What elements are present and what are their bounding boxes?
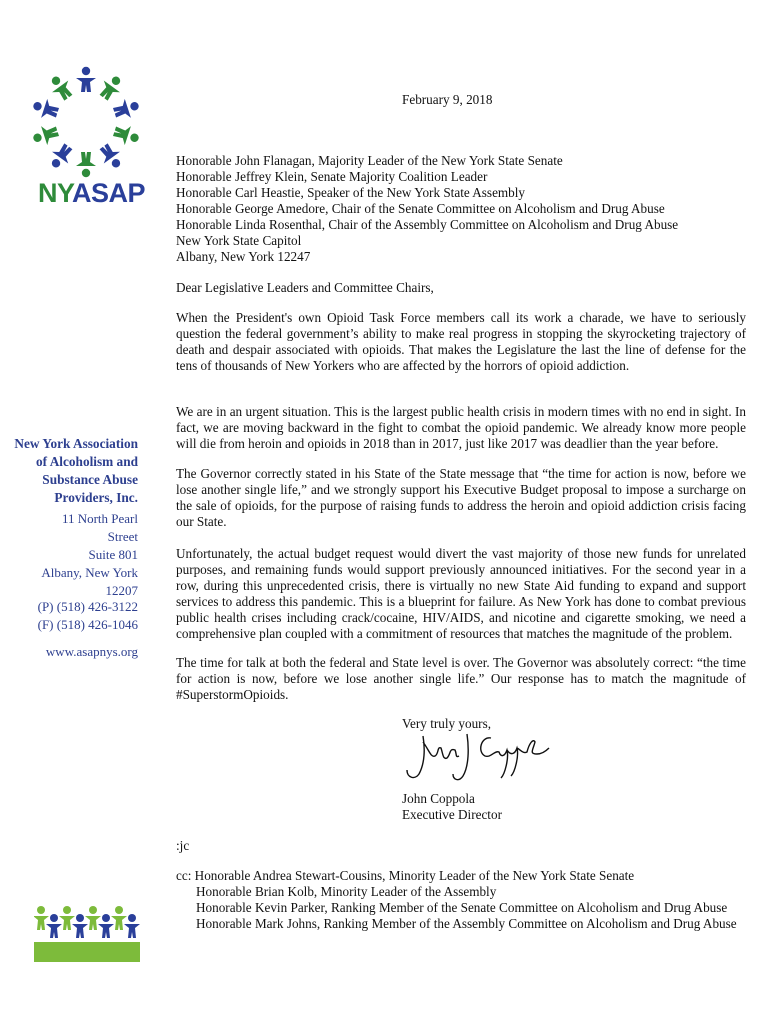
person-figure-icon	[45, 140, 76, 172]
handwritten-signature	[403, 728, 553, 784]
org-name-line: Substance Abuse	[42, 472, 138, 487]
person-figure-icon	[72, 914, 88, 938]
cc-block	[176, 868, 756, 932]
addressee-line: Honorable John Flanagan, Majority Leader of the New York State Senate	[176, 153, 563, 168]
signature-icon	[403, 728, 553, 784]
brand-ny: NY	[38, 178, 73, 208]
person-figure-icon	[111, 122, 141, 149]
address-line: Suite 801	[88, 547, 138, 562]
salutation: Dear Legislative Leaders and Committee Chairs,	[176, 280, 434, 295]
ground-bar	[34, 942, 140, 962]
address-line: Albany, New York	[41, 565, 138, 580]
person-figure-icon	[34, 906, 49, 930]
org-phones	[38, 598, 138, 634]
body-paragraph: The Governor correctly stated in his State of the State message that “the time for action is now, before we lose another single life,” and we strongly support his Executive Budget proposal to impose a surcharge on the sale of opioids, for the purpose of raising funds to address the heroin and opioid addiction crisis facing our State.	[176, 466, 746, 529]
cc-recipient: Honorable Mark Johns, Ranking Member of the Assembly Committee on Alcoholism and Drug Abuse	[196, 916, 737, 931]
person-figure-icon	[111, 95, 141, 122]
person-figure-icon	[76, 67, 96, 92]
fax-number: (F) (518) 426-1046	[37, 617, 138, 632]
people-ring-icon	[30, 62, 142, 182]
org-address	[41, 510, 138, 600]
org-name	[14, 435, 138, 507]
body-paragraph: Unfortunately, the actual budget request would divert the vast majority of those new funds for unrelated purposes, and remaining funds would support previously announced initiatives. For the second year in a row, during this unprecedented crisis, there is virtually no new State Aid funding to expand and support services to address this pandemic. This is a blueprint for failure. As New York has done to combat previous public health crises including crack/cocaine, HIV/AIDS, and nicotine and cigarette smoking, we need a comprehensive plan coupled with a commitment of resources that matches the magnitude of the problem.	[176, 546, 746, 641]
org-name-line: New York Association	[14, 436, 138, 451]
person-figure-icon	[59, 906, 75, 930]
closing: Very truly yours,	[402, 716, 492, 731]
person-figure-icon	[98, 914, 114, 938]
addressee-block	[176, 153, 746, 265]
address-line: 11 North Pearl	[61, 511, 138, 526]
person-figure-icon	[46, 914, 62, 938]
person-figure-icon	[85, 906, 101, 930]
brand-asap: ASAP	[72, 178, 146, 208]
typist-initials: :jc	[176, 838, 190, 853]
address-line: Street	[107, 529, 138, 544]
addressee-line: Honorable Linda Rosenthal, Chair of the Assembly Committee on Alcoholism and Drug Abuse	[176, 217, 679, 232]
person-figure-icon	[124, 914, 140, 938]
addressee-line: Albany, New York 12247	[176, 249, 311, 264]
org-name-line: Providers, Inc.	[54, 490, 138, 505]
person-figure-icon	[30, 122, 60, 149]
cc-prefix: cc:	[176, 868, 192, 883]
cc-recipient: Honorable Kevin Parker, Ranking Member of the Senate Committee on Alcoholism and Drug Abuse	[196, 900, 728, 915]
phone-number: (P) (518) 426-3122	[37, 599, 138, 614]
letter-date: February 9, 2018	[402, 92, 493, 107]
website-link[interactable]: www.asapnys.org	[45, 644, 138, 659]
body-paragraph: When the President's own Opioid Task Force members call its work a charade, we have to seriously question the federal government’s ability to make real progress in stopping the skyrocketing trajectory of death and despair associated with opioids. That makes the Legislature the last the line of defense for the tens of thousands of New Yorkers who are affected by the horrors of opioid addiction.	[176, 310, 746, 373]
person-figure-icon	[30, 95, 60, 122]
people-row-logo	[34, 904, 140, 962]
cc-row	[176, 868, 756, 884]
addressee-line: Honorable George Amedore, Chair of the Senate Committee on Alcoholism and Drug Abuse	[176, 201, 665, 216]
address-line: 12207	[105, 583, 138, 598]
signer-block	[402, 791, 502, 823]
org-name-line: of Alcoholism and	[36, 454, 138, 469]
cc-recipient: Honorable Brian Kolb, Minority Leader of the Assembly	[196, 884, 497, 899]
person-figure-icon	[111, 906, 127, 930]
body-paragraph: We are in an urgent situation. This is the largest public health crisis in modern times with no end in sight. In fact, we are moving backward in the fight to combat the opioid pandemic. We already know more people will die from heroin and opioids in 2018 than in 2017, just like 2017 was deadlier than the year before.	[176, 404, 746, 451]
person-figure-icon	[96, 140, 127, 172]
addressee-line: New York State Capitol	[176, 233, 302, 248]
cc-recipient: Honorable Andrea Stewart-Cousins, Minority Leader of the New York State Senate	[194, 868, 635, 883]
person-figure-icon	[76, 152, 96, 177]
addressee-line: Honorable Carl Heastie, Speaker of the New York State Assembly	[176, 185, 526, 200]
body-paragraph: The time for talk at both the federal and State level is over. The Governor was absolutely correct: “the time for action is now, before we lose another single life.” Our response has to match the magnitude of #SuperstormOpioids.	[176, 655, 746, 702]
people-row-icon	[34, 904, 140, 962]
signer-name: John Coppola	[402, 791, 475, 806]
nyasap-brand	[38, 178, 145, 209]
signer-title: Executive Director	[402, 807, 502, 822]
person-figure-icon	[96, 71, 127, 103]
person-figure-icon	[45, 71, 76, 103]
addressee-line: Honorable Jeffrey Klein, Senate Majority Coalition Leader	[176, 169, 488, 184]
